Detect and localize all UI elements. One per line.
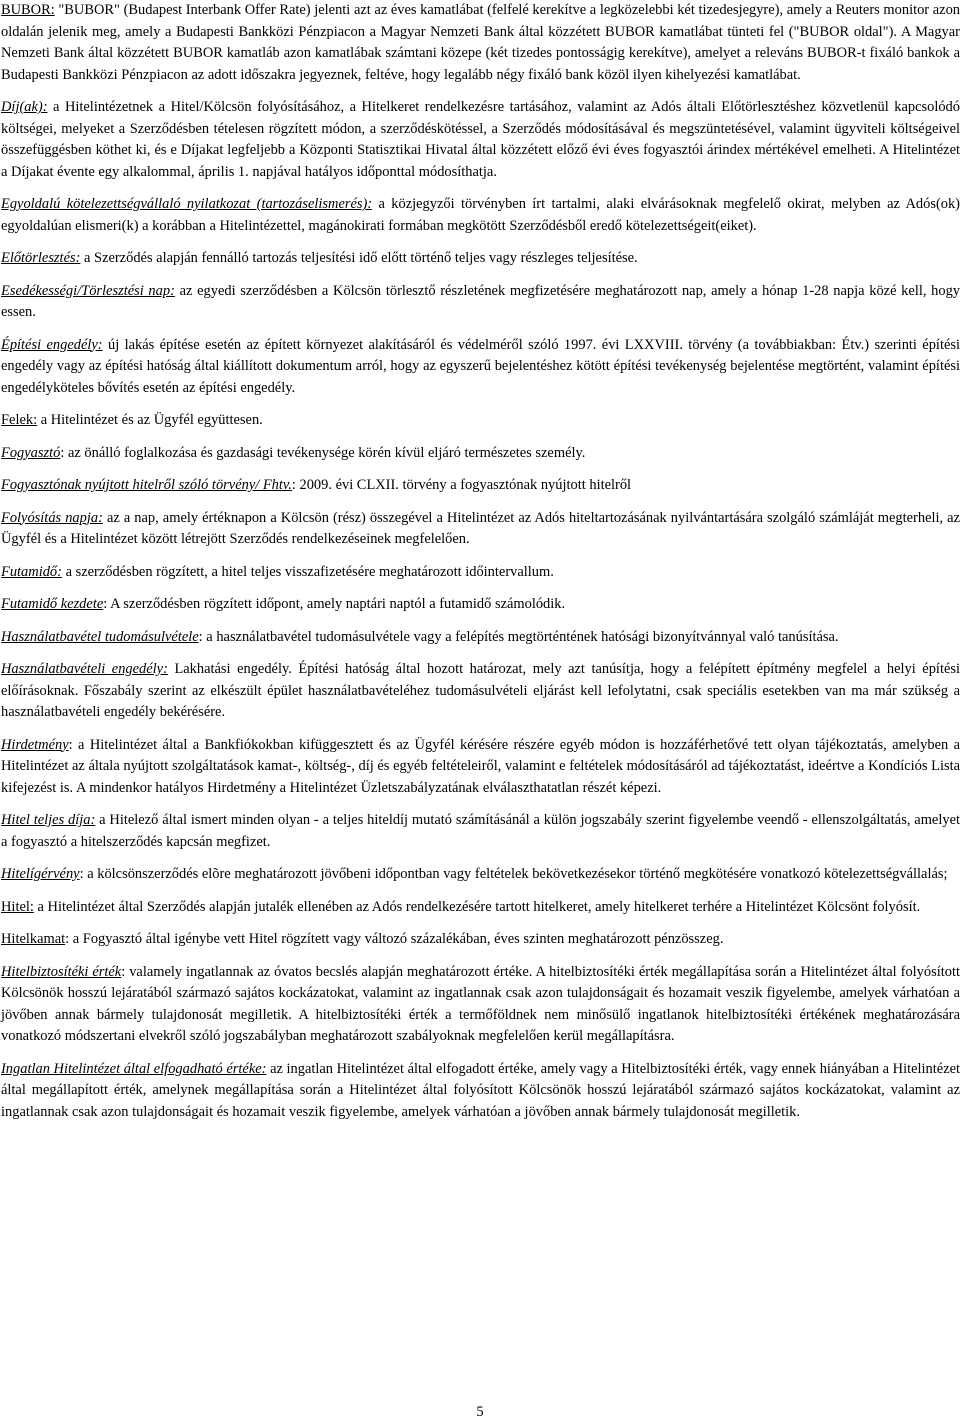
definition-paragraph: [1, 897, 960, 919]
definition-term: Ingatlan Hitelintézet által elfogadható értéke:: [1, 1060, 267, 1077]
definition-connector: :: [121, 963, 130, 980]
definition-text: az önálló foglalkozása és gazdasági tevékenysége körén kívül eljáró természetes személy.: [67, 444, 586, 461]
definition-connector: :: [68, 736, 79, 753]
definition-text: közjegyzői törvényben írt tartalmi, alaki elvárásoknak megfelelő okirat, melyben az Adós(ok) egyoldalúan elismeri(k) a korábban a Hitelintézettel, magánokirati formában megkötött Szerződésből eredő kötelezettségeit(eiket).: [1, 196, 960, 234]
definition-paragraph: [1, 594, 960, 616]
definition-term: Hitel teljes díja:: [1, 812, 96, 828]
definition-text: Hitelintézetnek a Hitel/Kölcsön folyósításához, a Hitelkeret rendelkezésre tartásához, valamint az Adós általi Előtörlesztéshez közvetlenül kapcsolódó költségei, melyeket a Szerződésben tételesen rögzített módon, a szerződéskötéssel, a Szerződés módosításával és megszüntetésével, valamint ügyviteli költségeivel összefüggésben köthet ki, és e Díjakat legfeljebb a Központi Statisztikai Hivatal által közzétett előző évi éves fogyasztói árindex mértékével emelheti. A Hitelintézet a Díjakat évente egy alkalommal, április 1. napjával hatályos időponttal módosíthatja.: [1, 99, 960, 180]
definition-term: Díj(ak):: [1, 99, 48, 115]
definition-paragraph: [1, 929, 960, 951]
definition-term: Fogyasztónak nyújtott hitelről szóló törvény/ Fhtv.: [1, 477, 292, 493]
definition-paragraph: [1, 508, 960, 551]
definition-paragraph: [1, 97, 960, 183]
definition-paragraph: [1, 443, 960, 465]
definition-paragraph: [1, 194, 960, 237]
definition-paragraph: [1, 962, 960, 1048]
page-number: 5: [476, 1404, 484, 1420]
definition-connector: :: [103, 596, 111, 612]
definition-connector: :: [79, 866, 88, 882]
definition-paragraph: [1, 735, 960, 800]
definition-paragraph: [1, 410, 960, 432]
definition-term: Felek:: [1, 412, 38, 428]
definition-term: Építési engedély:: [1, 336, 103, 353]
definition-paragraph: [1, 864, 960, 886]
definition-term: Futamidő kezdete: [1, 596, 104, 612]
definition-term: Hitelbiztosítéki érték: [1, 963, 122, 980]
definition-paragraph: [1, 248, 960, 270]
definition-term: Hitelígérvény: [1, 866, 80, 882]
definition-text: A szerződésben rögzített időpont, amely naptári naptól a futamidő számolódik.: [110, 596, 566, 612]
definition-connector: :: [65, 931, 73, 947]
definition-connector: :: [60, 444, 68, 461]
definition-term: Előtörlesztés:: [1, 250, 81, 266]
definition-term: Futamidő:: [1, 563, 62, 580]
definition-text: a használatbavétel tudomásulvétele vagy a felépítés megtörténtének hatósági bizonyítvánnyal való tanúsítása.: [206, 628, 839, 645]
definition-term: Hirdetmény: [1, 736, 69, 753]
definition-text: Lakhatási engedély. Építési hatóság által hozott határozat, mely azt tanúsítja, hogy a felépített építmény megfelel a helyi építési előírásoknak. Főszabály szerint az elkészült épület használatbavételéhez tudomásulvételi eljárást kell lefolytatni, csak speciális esetekben van ma már szükség a használatbavételi engedély bekérésére.: [1, 661, 960, 720]
definition-text: az egyedi szerződésben a Kölcsön törlesztő részletének megfizetésére meghatározott nap, amely a hónap 1-28 napja közé kell, hogy essen.: [1, 282, 960, 320]
definition-term: Hitelkamat: [1, 931, 66, 947]
definition-term: BUBOR:: [1, 2, 55, 18]
definition-text: az a nap, amely értéknapon a Kölcsön (rész) összegével a Hitelintézet az Adós hiteltartozásának nyilvántartására szolgáló számláját megterheli, az Ügyfél és a Hitelintézet között létrejött Szerződés rendelkezéseinek megfelelően.: [1, 509, 960, 547]
definition-paragraph: [1, 810, 960, 853]
definition-connector: :: [198, 628, 207, 645]
definition-paragraph: [1, 335, 960, 400]
definition-term: Használatbavételi engedély:: [1, 661, 168, 677]
definition-text: "BUBOR" (Budapest Interbank Offer Rate) jelenti azt az éves kamatlábat (felfelé kerekítve a legközelebbi két tizedesjegyre), amely a Reuters monitor azon oldalán jelenik meg, amely a Budapesti Bankközi Pénzpiacon a Magyar Nemzeti Bank által közzétett BUBOR kamatlábat tünteti fel ("BUBOR oldal"). A Magyar Nemzeti Bank által közzétett BUBOR kamatláb azon kamatlábak számtani közepe (két tizedes pontosságig kerekítve), amelyet a releváns BUBOR-t fixáló bankok a Budapesti Bankközi Pénzpiacon az adott időszakra jegyeznek, feltéve, hogy legalább négy fixáló bank közöl ilyen kihelyezési kamatlábat.: [1, 2, 960, 83]
definition-paragraph: [1, 475, 960, 497]
definition-term: Hitel:: [1, 898, 34, 915]
definition-text: az ingatlan Hitelintézet által elfogadott értéke, amely vagy a Hitelbiztosítéki érték, vagy ennek hiányában a Hitelintézet által megállapított érték, amelynek megállapítása során a Hitelintézet által folyósított Kölcsönök hosszú lejáratából származó sajátos kockázatokat, valamint az ingatlannak csak azon tulajdonságait és hozamait veszik figyelembe, amelyek várhatóan a jövőben annak bármely tulajdonosát megilletik.: [1, 1060, 960, 1120]
definition-term: Egyoldalú kötelezettségvállaló nyilatkozat (tartozáselismerés):: [1, 196, 373, 212]
definition-text: a Hitelintézet által Szerződés alapján jutalék ellenében az Adós rendelkezésére tartott hitelkeret, amely hitelkeret terhére a Hitelintézet Kölcsönt folyósít.: [37, 898, 921, 915]
definition-text: a Hitelintézet által a Bankfiókokban kifüggesztett és az Ügyfél kérésére részére egyéb módon is hozzáférhetővé tett olyan tájékoztatás, amelyben a Hitelintézet az általa nyújtott szolgáltatások kamat-, költség-, díj és egyéb feltételeiről, valamint e feltételek módosításáról ad tájékoztatást, ideértve a Kondíciós Lista kifejezést is. A mindenkor hatályos Hirdetmény a Hitelintézet Üzletszabályzatának elválaszthatatlan részét képezi.: [1, 736, 960, 796]
definition-text: a kölcsönszerződés elõre meghatározott jövőbeni időpontban vagy feltételek bekövetkezésekor történő megkötésére vonatkozó kötelezettségvállalás;: [87, 866, 948, 882]
definition-text: a Hitelintézet és az Ügyfél együttesen.: [40, 412, 263, 428]
definition-connector: a: [372, 196, 392, 212]
definition-term: Fogyasztó: [1, 444, 61, 461]
definition-paragraph: [1, 281, 960, 324]
definition-term: Esedékességi/Törlesztési nap:: [1, 282, 175, 299]
definition-paragraph: [1, 627, 960, 649]
definitions-list: [1, 0, 960, 1123]
definition-paragraph: [1, 0, 960, 86]
definition-text: a szerződésben rögzített, a hitel teljes visszafizetésére meghatározott időintervallum.: [65, 563, 554, 580]
definition-paragraph: [1, 562, 960, 584]
definition-connector: :: [291, 477, 300, 493]
definition-text: a Hitelező által ismert minden olyan - a teljes hiteldíj mutató számításánál a külön jogszabály szerint figyelembe veendő - ellenszolgáltatás, amelyet a fogyasztó a hitelszerződés kapcsán megfizet.: [1, 812, 960, 850]
definition-text: a Fogyasztó által igénybe vett Hitel rögzített vagy változó százalékában, éves szinten meghatározott pénzösszeg.: [72, 931, 724, 947]
definition-term: Folyósítás napja:: [1, 509, 103, 526]
definition-text: 2009. évi CLXII. törvény a fogyasztónak nyújtott hitelről: [299, 477, 632, 493]
definition-text: új lakás építése esetén az épített környezet alakításáról és védelméről szóló 1997. évi LXXVIII. törvény (a továbbiakban: Étv.) szerinti építési engedély vagy az építési hatóság által kiállított dokumentum arról, hogy az egyszerű bejelentéshez kötött építési tevékenység bejelentése megtörtént, valamint építési engedélyköteles bővítés esetén az építési engedély.: [1, 336, 960, 396]
definition-text: a Szerződés alapján fennálló tartozás teljesítési idő előtt történő teljes vagy részleges teljesítése.: [84, 250, 638, 266]
definition-paragraph: [1, 659, 960, 724]
definition-connector: a: [47, 99, 65, 115]
definition-text: valamely ingatlannak az óvatos becslés alapján meghatározott értéke. A hitelbiztosítéki érték megállapítása során a Hitelintézet által folyósított Kölcsönök hosszú lejáratából származó sajátos kockázatokat, valamint az ingatlannak csak azon tulajdonságait és hozamait veszik figyelembe, amelyek várhatóan a jövőben annak bármely tulajdonosát megilletik. A hitelbiztosítéki érték a termőföldnek nem minősülő ingatlanok hitelbiztosítéki értékének meghatározására vonatkozó módszertani elvekről szóló jogszabályban meghatározott szabályoknak megfelelően kerül megállapításra.: [1, 963, 960, 1044]
definition-term: Használatbavétel tudomásulvétele: [1, 628, 199, 645]
definition-paragraph: [1, 1059, 960, 1124]
